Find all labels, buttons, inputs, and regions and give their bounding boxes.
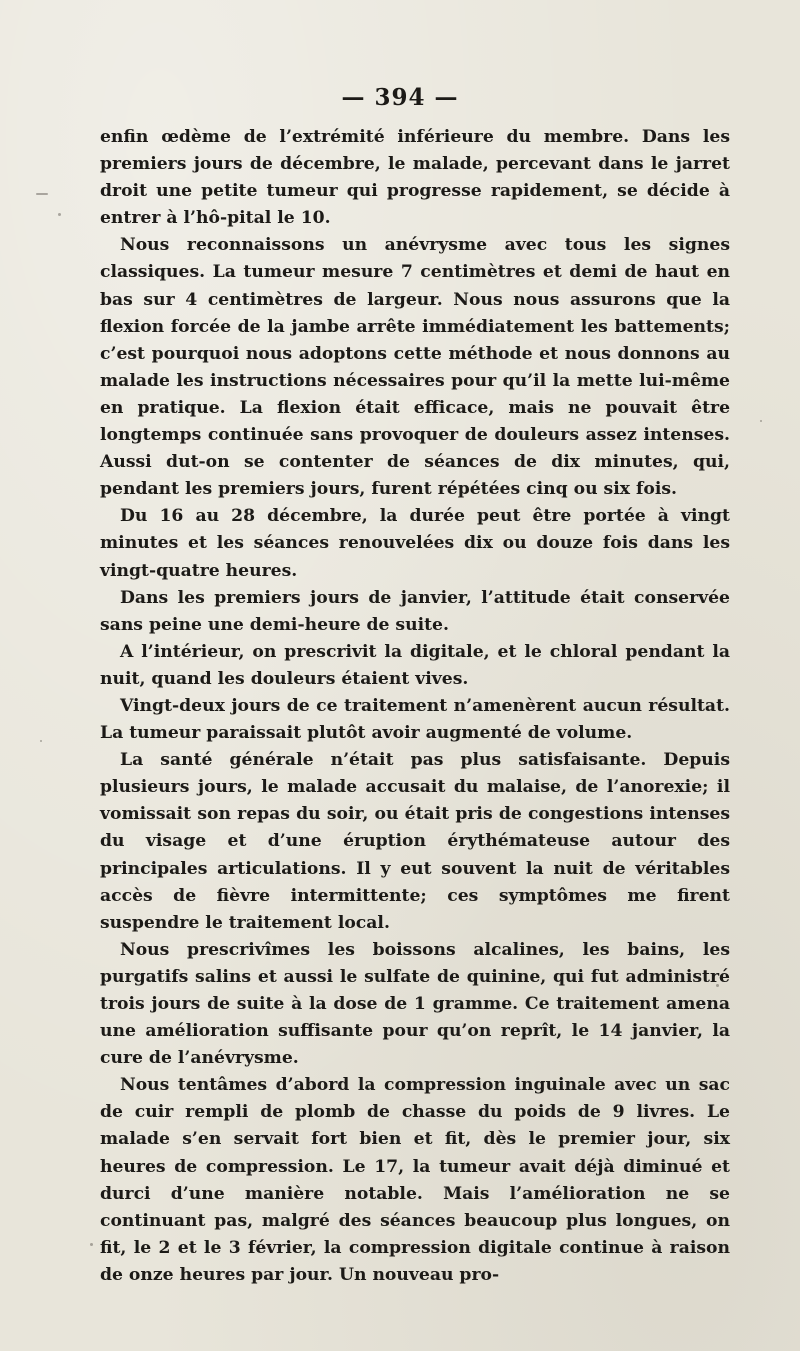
paragraph: Nous reconnaissons un anévrysme avec tous les signes classiques. La tumeur mesure 7 centimètres et demi de haut en bas sur 4 centimètres de largeur. Nous nous assurons que la flexion forcée de la jambe arrête immédiatement les battements; c’est pourquoi nous adoptons cette méthode et nous donnons au malade les instructions nécessaires pour qu’il la mette lui-même en pratique. La flexion était efficace, mais ne pouvait être longtemps continuée sans provoquer de douleurs assez intenses. Aussi dut-on se contenter de séances de dix minutes, qui, pendant les premiers jours, furent répétées cinq ou six fois. [100,235,730,500]
paragraph: Nous prescrivîmes les boissons alcalines, les bains, les purgatifs salins et aussi le sulfate de quinine, qui fut administré trois jours de suite à la dose de 1 gramme. Ce traitement amena une amélioration suffisante pour qu’on reprît, le 14 janvier, la cure de l’anévrysme. [100,939,730,1069]
speck [760,420,762,422]
paragraph: Vingt-deux jours de ce traitement n’amenèrent aucun résultat. La tumeur paraissait plutôt avoir augmenté de volume. [100,695,730,744]
body-text [100,124,730,1289]
paragraph: Du 16 au 28 décembre, la durée peut être portée à vingt minutes et les séances renouvelées dix ou douze fois dans les vingt-quatre heures. [100,506,730,581]
paragraph: A l’intérieur, on prescrivit la digitale, et le chloral pendant la nuit, quand les douleurs étaient vives. [100,641,730,689]
speck [58,213,61,216]
paragraph: Nous tentâmes d’abord la compression inguinale avec un sac de cuir rempli de plomb de chasse du poids de 9 livres. Le malade s’en servait fort bien et fit, dès le premier jour, six heures de compression. Le 17, la tumeur avait déjà diminué et durci d’une manière notable. Mais l’amélioration ne se continuant pas, malgré des séances beaucoup plus longues, on fit, le 2 et le 3 février, la compression digitale continue à raison de onze heures par jour. Un nouveau pro- [100,1075,730,1285]
speck [716,984,719,987]
paragraph: enfin œdème de l’extrémité inférieure du membre. Dans les premiers jours de décembre, le malade, percevant dans le jarret droit une petite tumeur qui progresse rapidement, se décide à entrer à l’hô-pital le 10. [100,127,730,229]
page-number: — 394 — [341,84,459,111]
speck [90,1243,93,1246]
paragraph: La santé générale n’était pas plus satisfaisante. Depuis plusieurs jours, le malade accusait du malaise, de l’anorexie; il vomissait son repas du soir, ou était pris de congestions intenses du visage et d’une éruption érythémateuse autour des principales articulations. Il y eut souvent la nuit de véritables accès de fièvre intermittente; ces symptômes me firent suspendre le traitement local. [100,750,730,933]
speck [36,193,48,195]
paragraph: Dans les premiers jours de janvier, l’attitude était conservée sans peine une demi-heure de suite. [100,587,730,635]
speck [40,740,42,742]
